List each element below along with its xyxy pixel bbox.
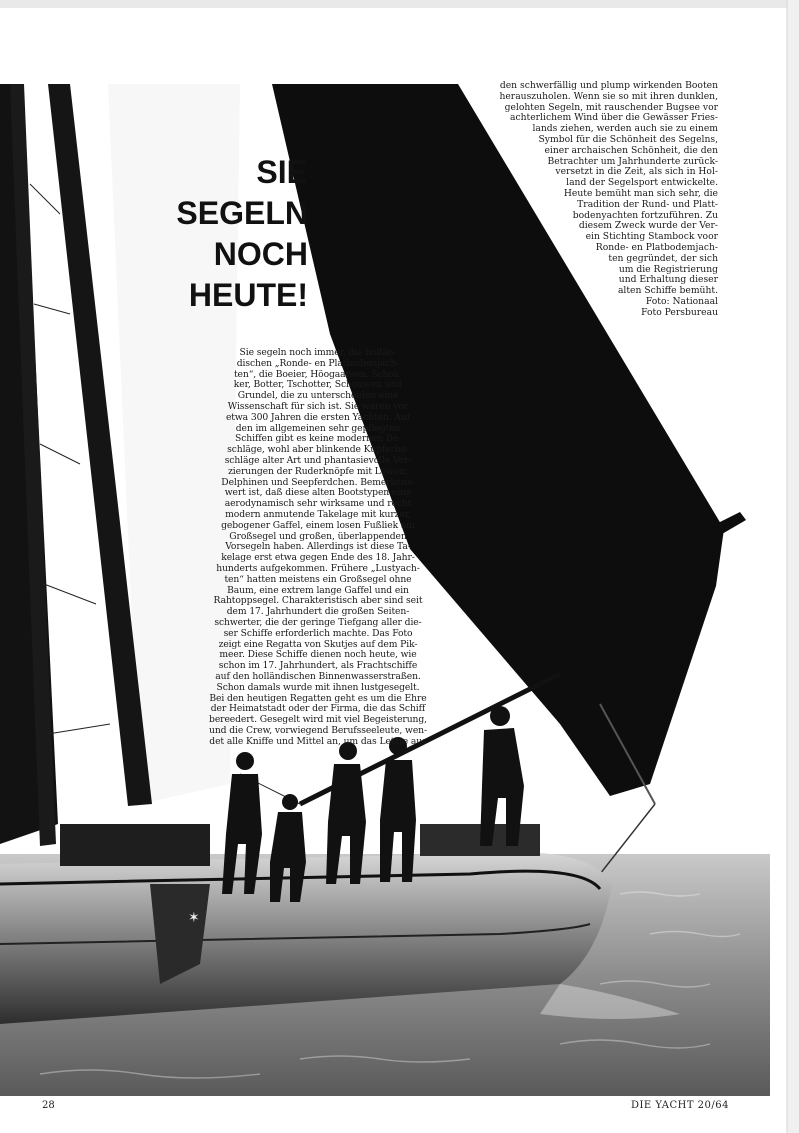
text-line: und Erhaltung dieser — [618, 274, 718, 286]
svg-text:✶: ✶ — [188, 910, 200, 926]
text-line: Foto Persbureau — [641, 306, 718, 318]
text-line: Schon damals wurde mit ihnen lustgesegelt. — [216, 681, 420, 693]
text-line: ein Stichting Stambock voor — [585, 231, 718, 243]
text-line: Schiffen gibt es keine modernen Be- — [235, 433, 401, 445]
text-line: schon im 17. Jahrhundert, als Frachtschiffe — [218, 660, 418, 672]
text-line: meer. Diese Schiffe dienen noch heute, wie — [219, 649, 417, 661]
text-line: bodenyachten fortzuführen. Zu — [572, 209, 718, 221]
text-line: modern anmutende Takelage mit kurzer, — [225, 508, 411, 520]
text-line: ker, Botter, Tschotter, Schouwen und — [233, 379, 403, 391]
text-line: Tradition der Rund- und Platt- — [577, 198, 718, 210]
article-body — [170, 348, 466, 747]
text-line: den im allgemeinen sehr gepflegten — [235, 422, 401, 434]
text-line: Grundel, die zu unterscheiden eine — [237, 390, 399, 402]
article-continuation — [478, 81, 718, 319]
text-line: schwerter, die der geringe Tiefgang aller die- — [214, 616, 422, 628]
text-line: etwa 300 Jahren die ersten Yachten. Auf — [225, 411, 411, 423]
text-line: Baum, eine extrem lange Gaffel und ein — [227, 584, 409, 596]
text-line: hunderts aufgekommen. Frühere „Lustyach- — [216, 562, 420, 574]
text-line: land der Segelsport entwickelte. — [566, 177, 718, 189]
text-line: der Heimatstadt oder der Firma, die das Schiff — [210, 703, 426, 715]
text-line: alten Schiffe bemüht. — [617, 285, 718, 297]
text-line: kelage erst etwa gegen Ende des 18. Jahr- — [221, 552, 415, 564]
text-line: und die Crew, vorwiegend Berufsseeleute, wen- — [209, 724, 427, 736]
text-line: ser Schiffe erforderlich machte. Das Foto — [223, 627, 413, 639]
headline-line: SEGELN — [176, 195, 308, 231]
text-line: Betrachter um Jahrhunderte zurück- — [547, 155, 718, 167]
text-line: den schwerfällig und plump wirkenden Booten — [499, 80, 718, 91]
article-headline — [138, 152, 308, 316]
text-line: versetzt in die Zeit, als sich in Hol- — [555, 166, 718, 178]
text-line: Großsegel und großen, überlappenden — [229, 530, 407, 542]
text-line: bereedert. Gesegelt wird mit viel Begeisterung, — [209, 714, 427, 726]
headline-line: SIE — [256, 154, 308, 190]
text-line: ten gegründet, der sich — [608, 252, 718, 264]
text-line: dischen „Ronde- en Platbodemjach- — [236, 357, 400, 369]
text-line: wert ist, daß diese alten Bootstypen eine — [224, 487, 412, 499]
magazine-issue: DIE YACHT 20/64 — [630, 1100, 729, 1111]
text-line: Bei den heutigen Regatten geht es um die Ehre — [209, 692, 427, 704]
text-line: Symbol für die Schönheit des Segelns, — [538, 133, 718, 145]
text-line: Ronde- en Platbodemjach- — [595, 241, 718, 253]
text-line: aerodynamisch sehr wirksame und recht — [224, 498, 412, 510]
text-line: um die Registrierung — [618, 263, 718, 275]
text-line: schläge alter Art und phantasievolle Ver- — [224, 454, 412, 466]
text-line: Heute bemüht man sich sehr, die — [563, 187, 718, 199]
headline-line: HEUTE! — [188, 277, 308, 313]
text-line: gelohten Segeln, mit rauschender Bugsee vor — [504, 101, 718, 113]
text-line: det alle Kniffe und Mittel an, um das Letzte aus — [209, 735, 427, 747]
text-line: Wissenschaft für sich ist. Sie waren vor — [227, 400, 409, 412]
text-line: zierungen der Ruderknöpfe mit Löwen, — [228, 465, 408, 477]
text-line: schläge, wohl aber blinkende Kupferbe- — [227, 444, 409, 456]
text-line: auf den holländischen Binnenwasserstraßen. — [215, 670, 421, 682]
text-line: Foto: Nationaal — [645, 295, 718, 307]
text-line: Delphinen und Seepferdchen. Bemerkens- — [221, 476, 415, 488]
text-line: lands ziehen, werden auch sie zu einem — [532, 123, 718, 135]
text-line: ten“ hatten meistens ein Großsegel ohne — [224, 573, 412, 585]
text-line: Vorsegeln haben. Allerdings ist diese Ta- — [225, 541, 411, 553]
text-line: diesem Zweck wurde der Ver- — [578, 220, 718, 232]
text-line: ten“, die Boeier, Höogaarsen, Schok- — [233, 368, 403, 380]
page-number: 28 — [42, 1100, 55, 1111]
text-line: Sie segeln noch immer, die hollän- — [239, 347, 397, 358]
text-line: Rahtoppsegel. Charakteristisch aber sind seit — [213, 595, 423, 607]
text-line: zeigt eine Regatta von Skutjes auf dem Pik- — [218, 638, 418, 650]
text-line: gebogener Gaffel, einem losen Fußliek am — [221, 519, 415, 531]
text-line: herauszuholen. Wenn sie so mit ihren dunklen, — [499, 90, 718, 102]
headline-line: NOCH — [213, 236, 308, 272]
text-line: achterlichem Wind über die Gewässer Fries- — [510, 112, 718, 124]
text-line: dem 17. Jahrhundert die großen Seiten- — [226, 606, 410, 618]
text-line: einer archaischen Schönheit, die den — [544, 144, 718, 156]
